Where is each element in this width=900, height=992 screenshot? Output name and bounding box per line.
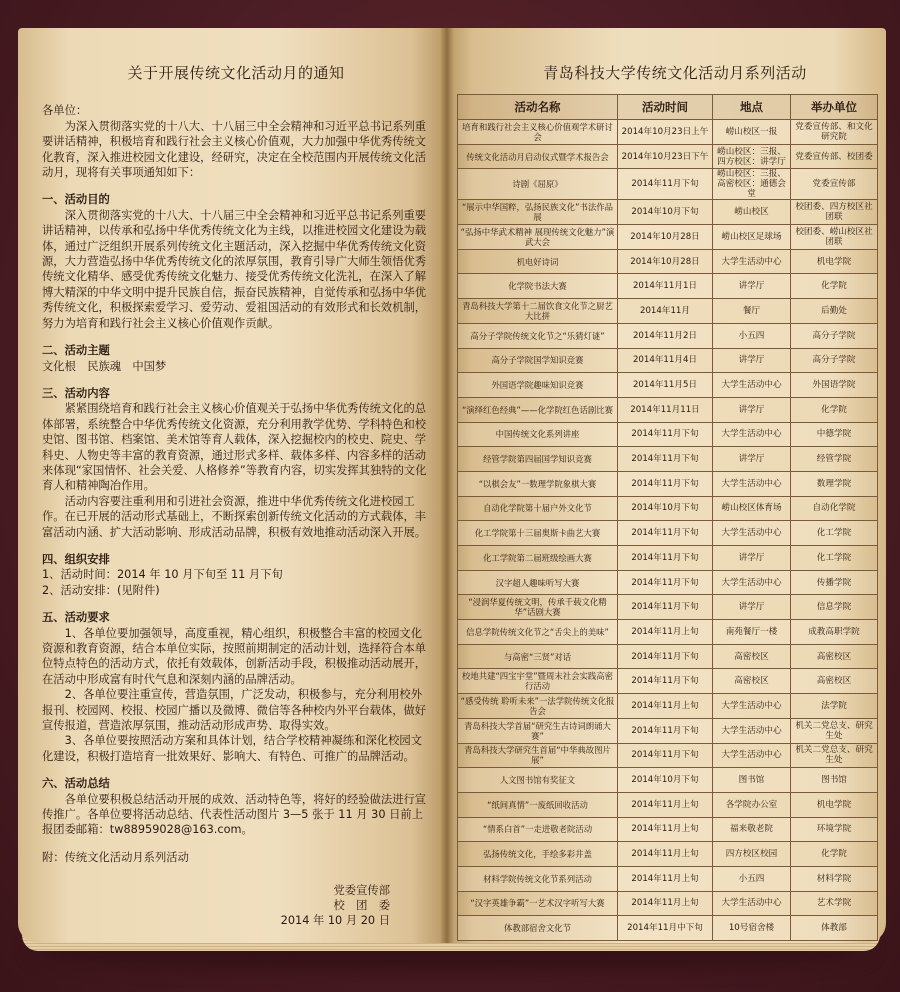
- activity-time-cell: 2014年11月下旬: [618, 521, 713, 546]
- activity-time-cell: 2014年10月下旬: [618, 200, 713, 225]
- activity-time-cell: 2014年11月下旬: [618, 718, 713, 743]
- activity-location-cell: 讲学厅: [713, 447, 791, 472]
- activity-location-cell: 崂山校区一报: [713, 120, 791, 145]
- activity-name-cell: 化工学院第二届班级绘画大赛: [458, 546, 618, 571]
- table-row: [458, 397, 878, 422]
- activity-time-cell: 2014年10月下旬: [618, 496, 713, 521]
- activity-name-cell: 青岛科技大学第十二届饮食文化节之厨艺大比拼: [458, 299, 618, 324]
- activity-organizer-cell: 机关二党总支、研究生处: [791, 718, 878, 743]
- section-paragraph: 紧紧围绕培育和践行社会主义核心价值观关于弘扬中华优秀传统文化的总体部署，系统整合中华优秀传统文化资源，充分利用教学优势、学科特色和校史馆、图书馆、档案馆、美术馆等育人载体，深入挖掘校内的校史、院史、学科史、人物史等丰富的教育资源，通过形式多样、载体多样、内容多样的活动来体现“家国情怀、社会关爱、人格修养”等教育内容，切实发挥其独特的文化育人和精神陶冶作用。: [42, 402, 427, 493]
- table-row: [458, 120, 878, 145]
- activity-name-cell: 化工学院第十三届奥斯卡曲艺大赛: [458, 521, 618, 546]
- activity-organizer-cell: 数理学院: [791, 471, 878, 496]
- section-paragraph: 各单位要积极总结活动开展的成效、活动特色等，将好的经验做法进行宣传推广。各单位要将活动总结、代表性活动图片 3—5 张于 11 月 30 日前上报团委邮箱：tw88959028@163.com。: [42, 792, 427, 837]
- activity-time-cell: 2014年11月下旬: [618, 169, 713, 200]
- activity-organizer-cell: 传播学院: [791, 570, 878, 595]
- activity-name-cell: 自动化学院第十届户外文化节: [458, 496, 618, 521]
- activity-location-cell: 崂山校区足球场: [713, 225, 791, 250]
- activity-time-cell: 2014年11月1日: [618, 274, 713, 299]
- activity-organizer-cell: 成教高职学院: [791, 620, 878, 645]
- activity-organizer-cell: 高分子学院: [791, 348, 878, 373]
- activity-name-cell: 机电好诗词: [458, 249, 618, 274]
- activity-location-cell: 高密校区: [713, 644, 791, 669]
- activity-time-cell: 2014年11月上旬: [618, 620, 713, 645]
- table-row: [458, 694, 878, 719]
- activity-organizer-cell: 化学院: [791, 274, 878, 299]
- table-row: [458, 891, 878, 916]
- table-row: [458, 496, 878, 521]
- activity-name-cell: “感受传统 聆听未来”一法学院传统文化报告会: [458, 694, 618, 719]
- table-row: [458, 348, 878, 373]
- table-row: [458, 471, 878, 496]
- activity-time-cell: 2014年11月下旬: [618, 669, 713, 694]
- notice-intro: 为深入贯彻落实党的十八大、十八届三中全会精神和习近平总书记系列重要讲话精神，积极培育和践行社会主义核心价值观，大力加强中华优秀传统文化教育，深入推进校园文化建设，经研究，决定在全校范围内开展传统文化活动月，现将有关事项通知如下：: [42, 119, 427, 180]
- activity-name-cell: 青岛科技大学首届“研究生古诗词朗诵大赛”: [458, 718, 618, 743]
- activity-organizer-cell: 高密校区: [791, 644, 878, 669]
- activity-name-cell: 高分子学院国学知识竞赛: [458, 348, 618, 373]
- table-row: [458, 274, 878, 299]
- activity-time-cell: 2014年11月5日: [618, 373, 713, 398]
- table-row: [458, 768, 878, 793]
- activity-location-cell: 大学生活动中心: [713, 422, 791, 447]
- table-row: [458, 447, 878, 472]
- activity-organizer-cell: 化学院: [791, 397, 878, 422]
- activity-organizer-cell: 艺术学院: [791, 891, 878, 916]
- activity-name-cell: 经管学院第四届国学知识竞赛: [458, 447, 618, 472]
- activity-time-cell: 2014年11月4日: [618, 348, 713, 373]
- activity-organizer-cell: 高分子学院: [791, 323, 878, 348]
- activity-location-cell: 四方校区校园: [713, 842, 791, 867]
- activity-organizer-cell: 党委宣传部、校团委: [791, 144, 878, 169]
- activity-location-cell: 大学生活动中心: [713, 891, 791, 916]
- table-row: [458, 866, 878, 891]
- activity-location-cell: 10号宿舍楼: [713, 916, 791, 941]
- notice-date: 2014 年 10 月 20 日: [280, 914, 390, 928]
- column-header: 活动名称: [458, 95, 618, 120]
- activity-time-cell: 2014年11月上旬: [618, 866, 713, 891]
- section-paragraph: 深入贯彻落实党的十八大、十八届三中全会精神和习近平总书记系列重要讲话精神，以传承和弘扬中华优秀传统文化为主线，以推进校园文化建设为载体，通过广泛组织开展系列传统文化主题活动，深入挖掘中华优秀传统文化资源，大力营造弘扬中华优秀传统文化的浓厚氛围，教育引导广大师生领悟优秀传统文化精华、感受优秀传统文化魅力、接受优秀传统文化洗礼，在深入了解博大精深的中华文明中提升民族自信，振奋民族精神，自觉传承和弘扬中华优秀传统文化，积极探索爱学习、爱劳动、爱祖国活动的有效形式和长效机制，努力为培育和践行社会主义核心价值观作贡献。: [42, 208, 427, 330]
- activity-organizer-cell: 党委宣传部: [791, 169, 878, 200]
- section-heading: 四、组织安排: [42, 552, 110, 566]
- activity-organizer-cell: 校团委、四方校区社团联: [791, 200, 878, 225]
- schedule-title: 青岛科技大学传统文化活动月系列活动: [543, 64, 807, 82]
- table-row: [458, 299, 878, 324]
- table-row: [458, 743, 878, 768]
- column-header: 举办单位: [791, 95, 878, 120]
- section-heading: 三、活动内容: [42, 386, 110, 400]
- activity-time-cell: 2014年10月28日: [618, 225, 713, 250]
- section-heading: 六、活动总结: [42, 777, 110, 791]
- activity-time-cell: 2014年10月23日下午: [618, 144, 713, 169]
- activity-name-cell: 校地共建“四宝宇堂”暨周末社会实践高密行活动: [458, 669, 618, 694]
- table-row: [458, 521, 878, 546]
- activity-time-cell: 2014年11月下旬: [618, 595, 713, 620]
- section-paragraph: 1、活动时间：2014 年 10 月下旬至 11 月下旬: [42, 568, 283, 582]
- table-row: [458, 570, 878, 595]
- signature-block: [42, 883, 430, 928]
- table-row: [458, 669, 878, 694]
- activity-name-cell: 化学院书法大赛: [458, 274, 618, 299]
- activity-organizer-cell: 体教部: [791, 916, 878, 941]
- activity-location-cell: 各学院办公室: [713, 792, 791, 817]
- activity-time-cell: 2014年11月下旬: [618, 743, 713, 768]
- activity-name-cell: 外国语学院趣味知识竞赛: [458, 373, 618, 398]
- activity-time-cell: 2014年11月上旬: [618, 817, 713, 842]
- table-row: [458, 373, 878, 398]
- activity-location-cell: 崂山校区：三报、四方校区：讲学厅: [713, 144, 791, 169]
- table-row: [458, 323, 878, 348]
- activity-name-cell: 青岛科技大学研究生首届“中华典故图片展”: [458, 743, 618, 768]
- activity-organizer-cell: 材料学院: [791, 866, 878, 891]
- activity-location-cell: 大学生活动中心: [713, 249, 791, 274]
- activity-name-cell: 弘扬传统文化，手绘多彩井盖: [458, 842, 618, 867]
- section-paragraph: 活动内容要注重利用和引进社会资源，推进中华优秀传统文化进校园工作。在已开展的活动形式基础上，不断探索创新传统文化活动的方式载体，丰富活动内涵、扩大活动影响、形成活动品牌，积极有效地推动活动深入开展。: [42, 494, 427, 539]
- activity-time-cell: 2014年10月23日上午: [618, 120, 713, 145]
- activity-name-cell: 信息学院传统文化节之“舌尖上的美味”: [458, 620, 618, 645]
- activity-time-cell: 2014年11月上旬: [618, 891, 713, 916]
- activity-name-cell: 与高密“三贤”对话: [458, 644, 618, 669]
- activity-name-cell: “展示中华国粹，弘扬民族文化”书法作品展: [458, 200, 618, 225]
- table-row: [458, 817, 878, 842]
- notice: [42, 60, 430, 928]
- activity-time-cell: 2014年11月下旬: [618, 570, 713, 595]
- activity-location-cell: 崂山校区：三报、高密校区：通德会堂: [713, 169, 791, 200]
- activity-location-cell: 餐厅: [713, 299, 791, 324]
- activity-name-cell: 中国传统文化系列讲座: [458, 422, 618, 447]
- activity-location-cell: 高密校区: [713, 669, 791, 694]
- table-row: [458, 842, 878, 867]
- book-spine: [440, 28, 454, 943]
- activity-location-cell: 崂山校区: [713, 200, 791, 225]
- section-paragraph: 1、各单位要加强领导，高度重视，精心组织，积极整合丰富的校园文化资源和教育资源，结合本单位实际，按照前期制定的活动计划，选择符合本单位特点特色的活动方式，依托有效载体，创新活动手段，积极推动活动展开，在活动中形成富有时代气息和深刻内涵的品牌活动。: [42, 626, 427, 686]
- section-paragraph: 3、各单位要按照活动方案和具体计划，结合学校精神凝练和深化校园文化建设，积极打造培育一批效果好、影响大、有特色、可推广的品牌活动。: [42, 734, 422, 763]
- activity-organizer-cell: 图书馆: [791, 768, 878, 793]
- table-row: [458, 422, 878, 447]
- activity-name-cell: “以棋会友”一数理学院象棋大赛: [458, 471, 618, 496]
- activity-location-cell: 大学生活动中心: [713, 743, 791, 768]
- table-row: [458, 200, 878, 225]
- activity-name-cell: 培育和践行社会主义核心价值观学术研讨会: [458, 120, 618, 145]
- activity-name-cell: 材料学院传统文化节系列活动: [458, 866, 618, 891]
- table-row: [458, 644, 878, 669]
- activity-name-cell: “情系白首”一走进敬老院活动: [458, 817, 618, 842]
- activity-time-cell: 2014年11月下旬: [618, 471, 713, 496]
- column-header: 地点: [713, 95, 791, 120]
- activity-location-cell: 讲学厅: [713, 397, 791, 422]
- activity-organizer-cell: 化学院: [791, 842, 878, 867]
- activity-organizer-cell: 党委宣传部、和文化研究院: [791, 120, 878, 145]
- attachment-note: 附：传统文化活动月系列活动: [42, 850, 189, 864]
- section-heading: 一、活动目的: [42, 193, 110, 207]
- activity-organizer-cell: 外国语学院: [791, 373, 878, 398]
- table-row: [458, 169, 878, 200]
- table-row: [458, 249, 878, 274]
- activity-organizer-cell: 环境学院: [791, 817, 878, 842]
- activity-location-cell: 大学生活动中心: [713, 373, 791, 398]
- table-row: [458, 718, 878, 743]
- table-row: [458, 916, 878, 941]
- table-row: [458, 144, 878, 169]
- section-paragraph: 2、各单位要注重宣传，营造氛围，广泛发动，积极参与，充分利用校外报刊、校园网、校报、校园广播以及微博、微信等各种校内外平台载体，做好宣传报道，营造浓厚氛围，推动活动形成声势、取得实效。: [42, 688, 427, 733]
- activity-organizer-cell: 机电学院: [791, 792, 878, 817]
- column-header: 活动时间: [618, 95, 713, 120]
- activity-name-cell: 传统文化活动月启动仪式暨学术报告会: [458, 144, 618, 169]
- activity-organizer-cell: 机关二党总支、研究生处: [791, 743, 878, 768]
- activity-time-cell: 2014年11月上旬: [618, 842, 713, 867]
- activity-location-cell: 图书馆: [713, 768, 791, 793]
- activity-location-cell: 讲学厅: [713, 595, 791, 620]
- activity-location-cell: 小五四: [713, 323, 791, 348]
- activity-time-cell: 2014年11月上旬: [618, 694, 713, 719]
- activity-time-cell: 2014年11月下旬: [618, 644, 713, 669]
- table-header-row: [458, 95, 878, 120]
- activity-name-cell: “弘扬中华武术精神 展现传统文化魅力”演武大会: [458, 225, 618, 250]
- signer-youth-league: 校 团 委: [333, 899, 390, 913]
- notice-greeting: 各单位：: [42, 104, 88, 118]
- table-row: [458, 620, 878, 645]
- activity-organizer-cell: 信息学院: [791, 595, 878, 620]
- activity-location-cell: 小五四: [713, 866, 791, 891]
- activity-organizer-cell: 化工学院: [791, 521, 878, 546]
- activity-location-cell: 崂山校区体育场: [713, 496, 791, 521]
- activity-name-cell: 诗剧《屈原》: [458, 169, 618, 200]
- activity-location-cell: 大学生活动中心: [713, 570, 791, 595]
- activity-name-cell: 体教部宿舍文化节: [458, 916, 618, 941]
- activity-time-cell: 2014年10月下旬: [618, 768, 713, 793]
- activity-name-cell: “汉字英雄争霸”一艺术汉字听写大赛: [458, 891, 618, 916]
- section-paragraph: 2、活动安排：(见附件): [42, 583, 160, 597]
- activity-location-cell: 讲学厅: [713, 348, 791, 373]
- section-heading: 五、活动要求: [42, 611, 110, 625]
- activity-organizer-cell: 化工学院: [791, 546, 878, 571]
- table-row: [458, 225, 878, 250]
- activity-organizer-cell: 经管学院: [791, 447, 878, 472]
- activity-time-cell: 2014年11月中下旬: [618, 916, 713, 941]
- activity-organizer-cell: 后勤处: [791, 299, 878, 324]
- table-row: [458, 546, 878, 571]
- activity-organizer-cell: 中德学院: [791, 422, 878, 447]
- activity-location-cell: 大学生活动中心: [713, 718, 791, 743]
- activity-time-cell: 2014年11月下旬: [618, 422, 713, 447]
- activity-time-cell: 2014年11月11日: [618, 397, 713, 422]
- activity-time-cell: 2014年11月: [618, 299, 713, 324]
- activity-location-cell: 南苑餐厅一楼: [713, 620, 791, 645]
- table-row: [458, 792, 878, 817]
- activity-time-cell: 2014年10月28日: [618, 249, 713, 274]
- activity-organizer-cell: 高密校区: [791, 669, 878, 694]
- activity-location-cell: 大学生活动中心: [713, 694, 791, 719]
- activity-name-cell: “演绎红色经典”——化学院红色话剧比赛: [458, 397, 618, 422]
- activity-name-cell: “浸润华夏传统文明，传承千载文化精华”话剧大赛: [458, 595, 618, 620]
- section-paragraph: 文化根 民族魂 中国梦: [42, 359, 167, 373]
- activity-time-cell: 2014年11月上旬: [618, 792, 713, 817]
- activity-location-cell: 讲学厅: [713, 274, 791, 299]
- table-row: [458, 595, 878, 620]
- activity-time-cell: 2014年11月2日: [618, 323, 713, 348]
- schedule-table: [457, 94, 878, 941]
- signer-propaganda: 党委宣传部: [333, 884, 390, 898]
- activity-location-cell: 讲学厅: [713, 546, 791, 571]
- activity-location-cell: 福来敬老院: [713, 817, 791, 842]
- activity-organizer-cell: 自动化学院: [791, 496, 878, 521]
- activity-time-cell: 2014年11月下旬: [618, 447, 713, 472]
- activity-name-cell: 人文图书馆有奖征文: [458, 768, 618, 793]
- notice-title: 关于开展传统文化活动月的通知: [127, 64, 345, 82]
- activity-organizer-cell: 校团委、崂山校区社团联: [791, 225, 878, 250]
- activity-name-cell: “纸间真情”一废纸回收活动: [458, 792, 618, 817]
- activity-organizer-cell: 机电学院: [791, 249, 878, 274]
- activity-organizer-cell: 法学院: [791, 694, 878, 719]
- activity-location-cell: 大学生活动中心: [713, 521, 791, 546]
- activity-name-cell: 高分子学院传统文化节之“乐猜灯谜”: [458, 323, 618, 348]
- activity-location-cell: 大学生活动中心: [713, 471, 791, 496]
- activity-time-cell: 2014年11月下旬: [618, 546, 713, 571]
- section-heading: 二、活动主题: [42, 344, 110, 358]
- activity-name-cell: 汉字超人趣味听写大赛: [458, 570, 618, 595]
